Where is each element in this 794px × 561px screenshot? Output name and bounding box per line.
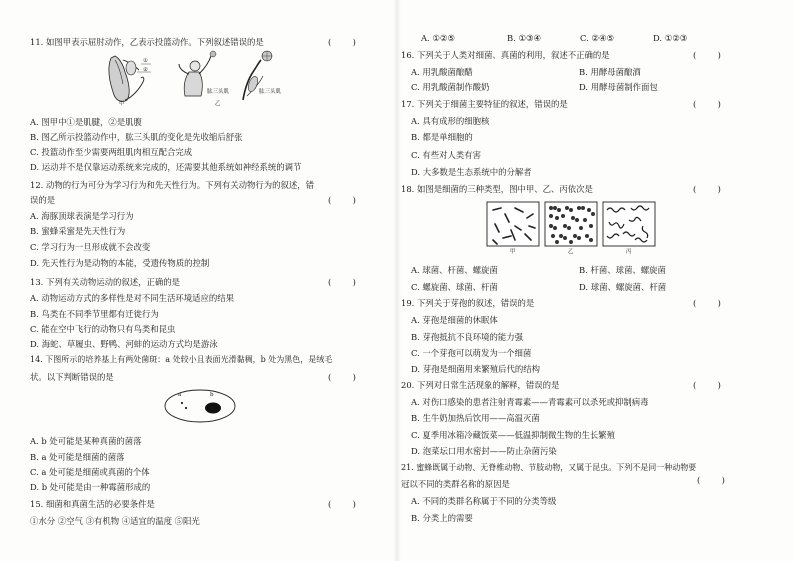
- q14-option-d[interactable]: D. b 处可能是由一种霉菌形成的: [30, 482, 151, 492]
- q19-option-a[interactable]: A. 芽孢是细菌的休眠体: [411, 315, 498, 325]
- q20-option-d[interactable]: D. 泡菜坛口用水密封——防止杂菌污染: [411, 446, 557, 456]
- q18-option-b[interactable]: B. 杆菌、球菌、螺旋菌: [579, 265, 666, 275]
- q16-option-d[interactable]: D. 用酵母菌制作面包: [579, 82, 658, 92]
- q11-fig-label-1: ①: [143, 58, 148, 64]
- q11-answer-paren[interactable]: ( ): [328, 37, 356, 47]
- right-column: [397, 0, 794, 561]
- q11-fig-label-jia: 甲: [119, 101, 125, 107]
- q14-stem-line1: 14. 下图所示的培养基上有两处菌斑：a 处较小且表面光滑黏稠，b 处为黑色，是绒毛: [30, 355, 333, 364]
- q21-stem-line1: 21. 蜜蜂既属于动物、无脊椎动物、节肢动物，又属于昆虫。下列不是同一种动物要: [401, 463, 697, 472]
- arm-muscle-illustration: [103, 50, 301, 108]
- q20-option-b[interactable]: B. 生牛奶加热后饮用——高温灭菌: [411, 413, 540, 423]
- q20-answer-paren[interactable]: ( ): [693, 380, 721, 390]
- q18-label-bing: 丙: [626, 249, 632, 255]
- q16-answer-paren[interactable]: ( ): [693, 50, 721, 60]
- q15-stem: 15. 细菌和真菌生活的必要条件是: [30, 499, 155, 509]
- q18-bacteria-figure: [485, 200, 659, 258]
- q13-option-c[interactable]: C. 能在空中飞行的动物只有鸟类和昆虫: [30, 324, 176, 334]
- q15-items: ①水分 ②空气 ③有机物 ④适宜的温度 ⑤阳光: [30, 516, 200, 526]
- q17-answer-paren[interactable]: ( ): [693, 99, 721, 109]
- q17-option-a[interactable]: A. 具有成形的细胞核: [411, 116, 490, 126]
- q21-stem-line2: 冠以不同的类群名称的原因是: [401, 479, 510, 489]
- q12-option-a[interactable]: A. 海豚顶球表演是学习行为: [30, 211, 134, 221]
- q16-stem: 16. 下列关于人类对细菌、真菌的利用，叙述不正确的是: [401, 50, 610, 60]
- q20-option-a[interactable]: A. 对伤口感染的患者注射青霉素——青霉素可以杀死或抑制病毒: [411, 397, 649, 407]
- q11-arm-figure: [103, 50, 301, 108]
- q16-option-b[interactable]: B. 用酵母菌酿酒: [579, 67, 641, 77]
- q14-option-b[interactable]: B. a 处可能是细菌的菌落: [30, 452, 125, 462]
- q11-fig-label-2: ②: [143, 67, 148, 73]
- q18-stem: 18. 如图是细菌的三种类型，图中甲、乙、丙依次是: [401, 184, 593, 194]
- q12-option-c[interactable]: C. 学习行为一旦形成就不会改变: [30, 242, 151, 252]
- q14-option-a[interactable]: A. b 处可能是某种真菌的菌落: [30, 436, 142, 446]
- q13-option-d[interactable]: D. 海蛇、草履虫、野鸭、河蚌的运动方式均是游泳: [30, 339, 218, 349]
- q17-option-b[interactable]: B. 都是单细胞的: [411, 132, 473, 142]
- q11-option-d[interactable]: D. 运动并不是仅靠运动系统来完成的，还需要其他系统如神经系统的调节: [30, 162, 302, 172]
- q11-option-c[interactable]: C. 投篮动作至少需要两组肌肉相互配合完成: [30, 147, 193, 157]
- q12-stem-line2: 误的是: [30, 195, 56, 205]
- q11-fig-label-triceps-2: 肱三头肌: [259, 89, 282, 95]
- q11-fig-label-triceps-1: 肱三头肌: [207, 89, 230, 95]
- q17-option-d[interactable]: D. 大多数是生态系统中的分解者: [411, 167, 532, 177]
- q19-option-d[interactable]: D. 芽孢是细菌用来繁殖后代的结构: [411, 364, 540, 374]
- q15-option-d[interactable]: D. ①②③: [653, 33, 688, 43]
- q15-option-a[interactable]: A. ①②⑤: [421, 33, 455, 43]
- q20-option-c[interactable]: C. 夏季用冰箱冷藏饭菜——低温抑制微生物的生长繁殖: [411, 430, 616, 440]
- bacteria-types-illustration: [485, 200, 659, 250]
- q14-option-c[interactable]: C. a 处可能是细菌或真菌的个体: [30, 467, 150, 477]
- q21-answer-paren[interactable]: ( ): [697, 475, 725, 485]
- q11-stem: 11. 如图甲表示屈肘动作，乙表示投篮动作。下列叙述错误的是: [30, 37, 264, 47]
- q11-option-b[interactable]: B. 图乙所示投篮动作中，肱三头肌的变化是先收缩后舒张: [30, 132, 243, 142]
- q12-option-b[interactable]: B. 蜜蜂采蜜是先天性行为: [30, 226, 126, 236]
- q14-petri-dish-figure: [162, 388, 238, 424]
- q21-option-a[interactable]: A. 不同的类群名称属于不同的分类等级: [411, 496, 557, 506]
- q11-option-a[interactable]: A. 图甲中①是肌腱，②是肌腹: [30, 117, 142, 127]
- q18-label-yi: 乙: [568, 249, 574, 255]
- q13-option-b[interactable]: B. 鸟类在不同季节里都有迁徙行为: [30, 309, 159, 319]
- q19-stem: 19. 下列关于芽孢的叙述，错误的是: [401, 298, 535, 308]
- q17-option-c[interactable]: C. 有些对人类有害: [411, 150, 482, 160]
- q18-option-a[interactable]: A. 球菌、杆菌、螺旋菌: [411, 265, 498, 275]
- q12-stem-line1: 12. 动物的行为可分为学习行为和先天性行为。下列有关动物行为的叙述，错: [30, 180, 314, 190]
- q14-label-b: b: [210, 392, 214, 398]
- q19-option-b[interactable]: B. 芽孢抵抗不良环境的能力强: [411, 332, 523, 342]
- q14-stem-line2: 状。以下判断错误的是: [30, 372, 114, 382]
- q15-option-b[interactable]: B. ①③④: [507, 33, 542, 43]
- q13-stem: 13. 下列有关动物运动的叙述，正确的是: [30, 277, 180, 287]
- q13-option-a[interactable]: A. 动物运动方式的多样性是对不同生活环境适应的结果: [30, 293, 234, 303]
- q13-answer-paren[interactable]: ( ): [328, 277, 356, 287]
- q18-option-d[interactable]: D. 球菌、螺旋菌、杆菌: [579, 282, 667, 292]
- q18-label-jia: 甲: [510, 249, 516, 255]
- q17-stem: 17. 下列关于细菌主要特征的叙述，错误的是: [401, 99, 568, 109]
- q16-option-c[interactable]: C. 用乳酸菌制作酸奶: [411, 82, 490, 92]
- q11-fig-label-yi: 乙: [215, 101, 221, 107]
- q19-option-c[interactable]: C. 一个芽孢可以萌发为一个细菌: [411, 348, 532, 358]
- q19-answer-paren[interactable]: ( ): [693, 298, 721, 308]
- q14-label-a: a: [178, 392, 182, 398]
- q16-option-a[interactable]: A. 用乳酸菌酿醋: [411, 67, 473, 77]
- q15-answer-paren[interactable]: ( ): [328, 499, 356, 509]
- q14-answer-paren[interactable]: ( ): [328, 372, 356, 382]
- q12-option-d[interactable]: D. 先天性行为是动物的本能，受遗传物质的控制: [30, 258, 210, 268]
- q18-option-c[interactable]: C. 螺旋菌、球菌、杆菌: [411, 282, 498, 292]
- q15-option-c[interactable]: C. ②④⑤: [580, 33, 614, 43]
- q20-stem: 20. 下列对日常生活现象的解释，错误的是: [401, 380, 560, 390]
- q21-option-b[interactable]: B. 分类上的需要: [411, 513, 473, 523]
- q18-answer-paren[interactable]: ( ): [693, 184, 721, 194]
- q12-answer-paren[interactable]: ( ): [328, 195, 356, 205]
- petri-dish-illustration: [162, 388, 238, 424]
